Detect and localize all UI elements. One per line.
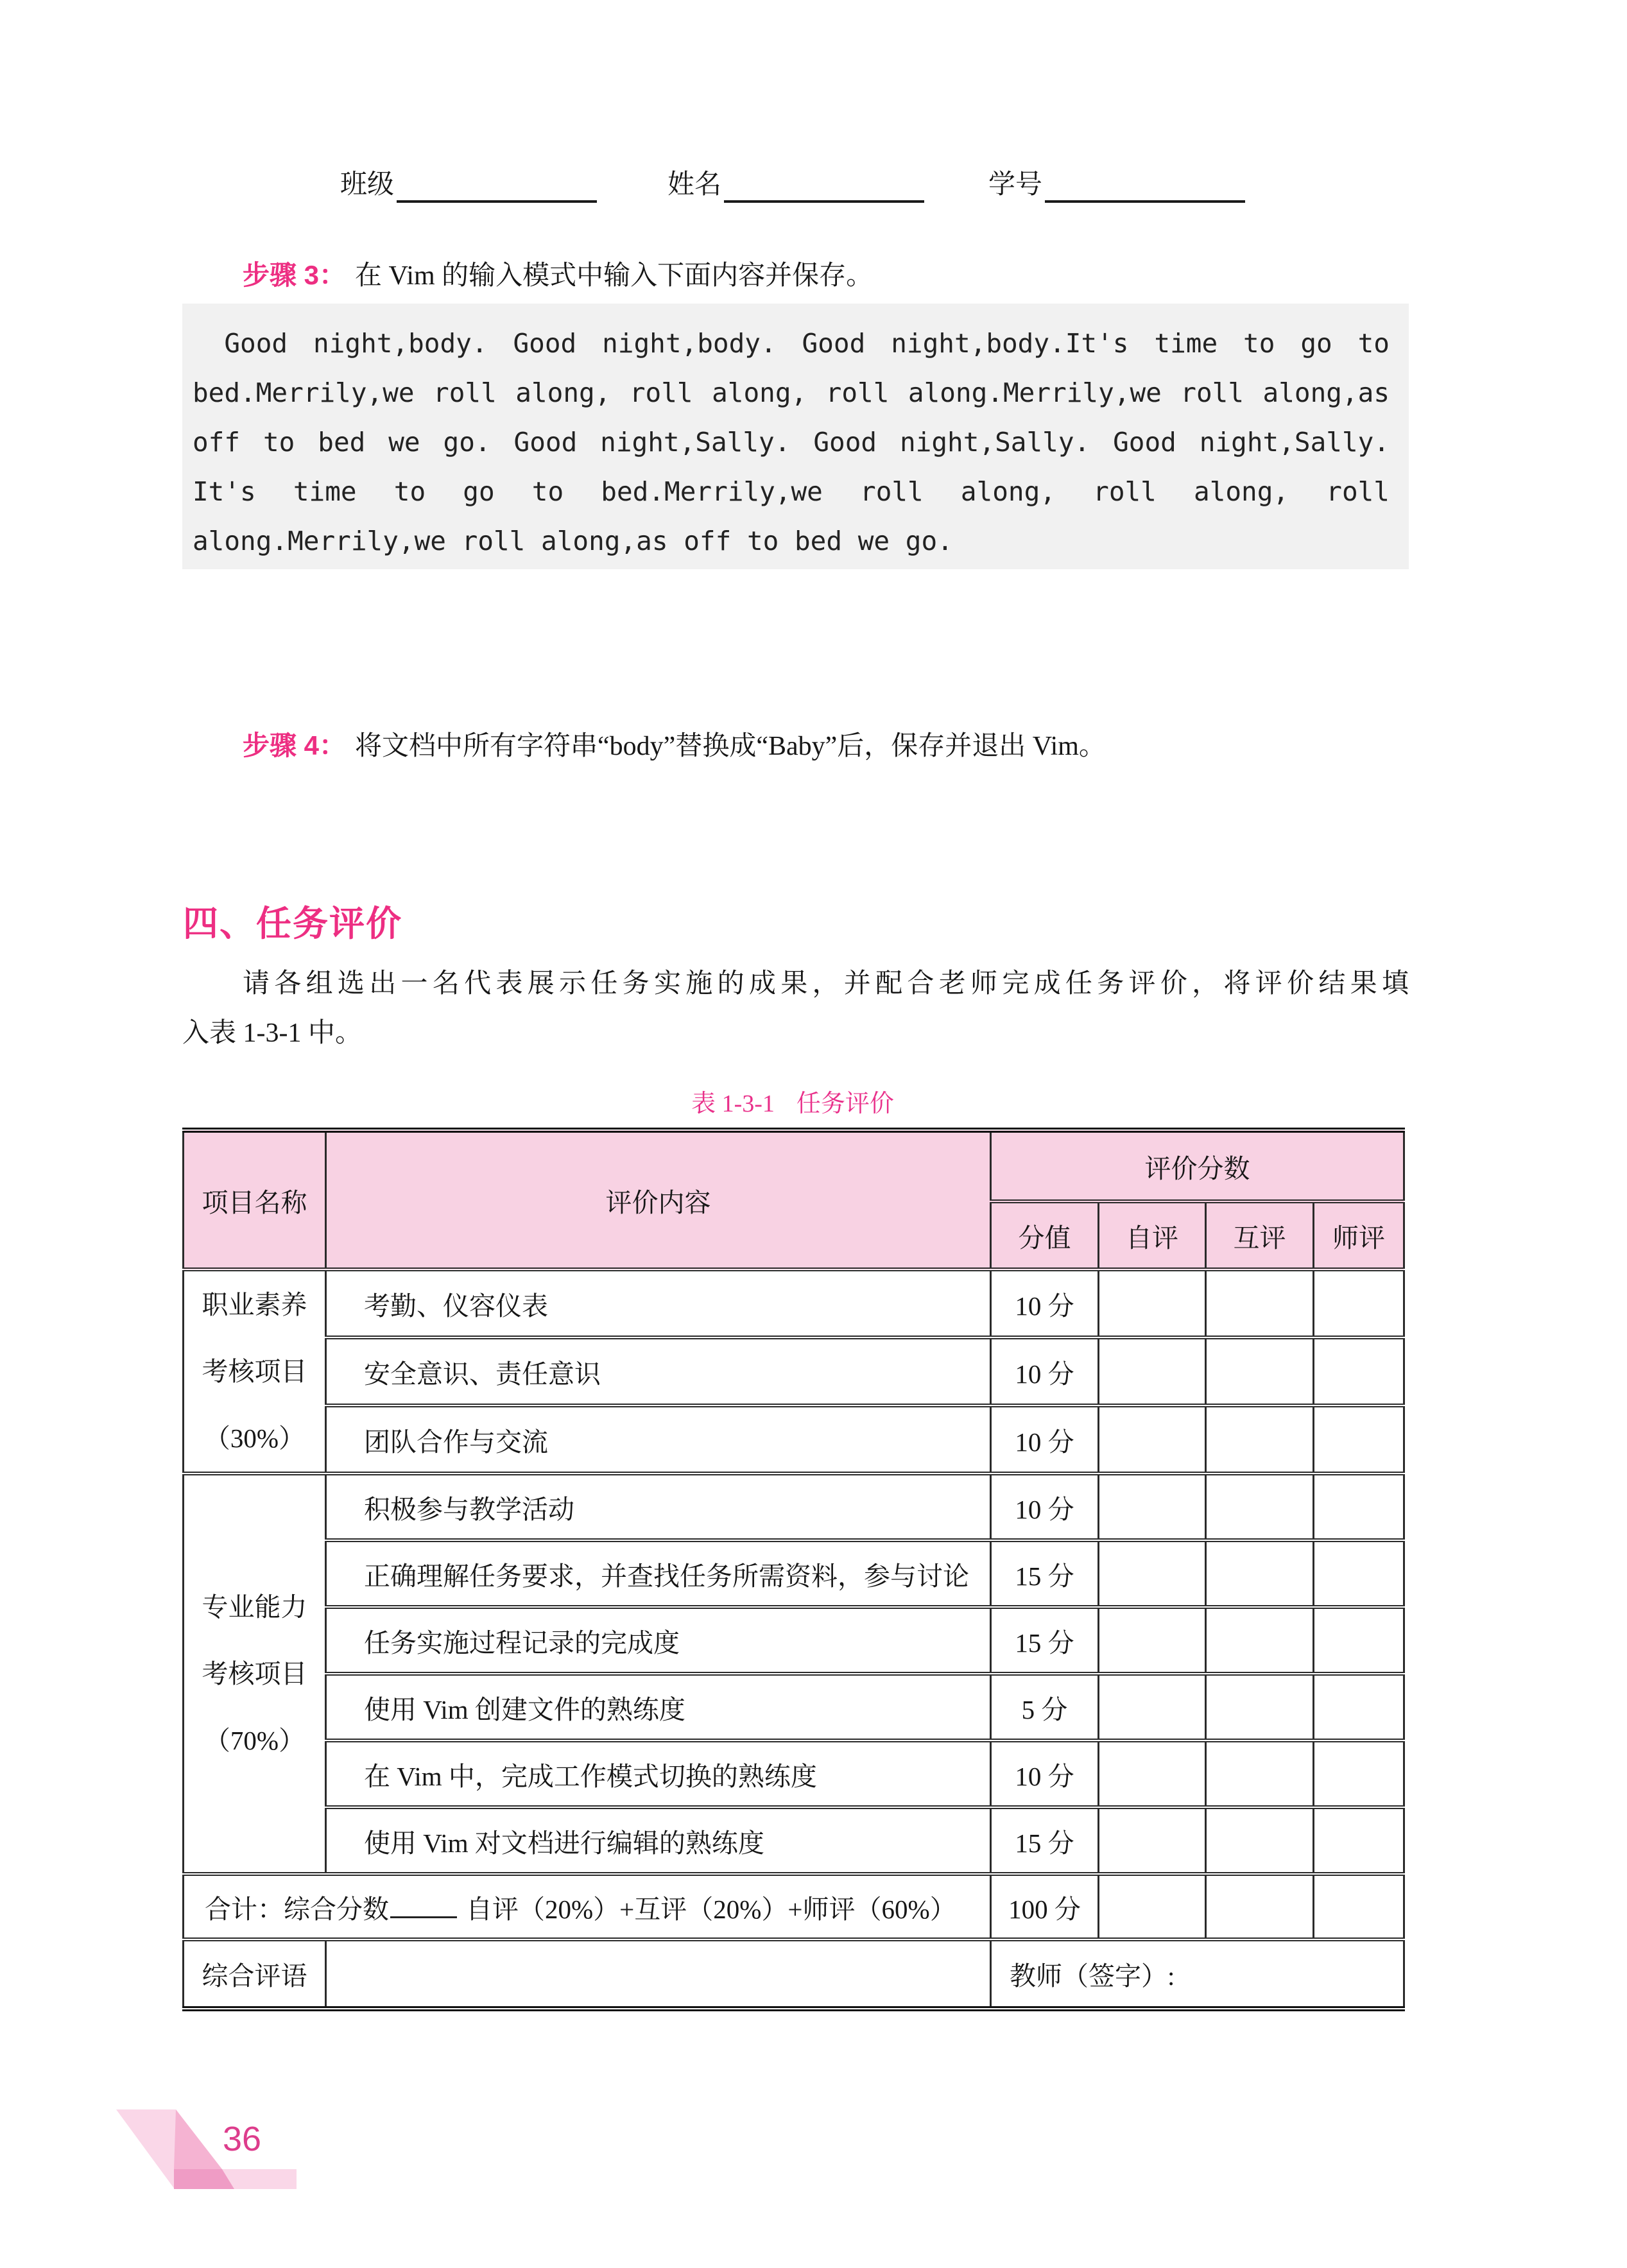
- code-line: Good night,body. Good night,body. Good night,body.It's time to go to: [224, 328, 1390, 359]
- teacher-eval-cell: [1314, 1337, 1404, 1405]
- score-value-cell: 10 分: [991, 1405, 1099, 1473]
- eval-content-cell: 积极参与教学活动: [326, 1473, 991, 1540]
- eval-content-cell: 安全意识、责任意识: [326, 1337, 991, 1405]
- total-row: [184, 1874, 1404, 1939]
- self-eval-cell: [1099, 1607, 1206, 1674]
- eval-content-cell: 使用 Vim 创建文件的熟练度: [326, 1674, 991, 1740]
- score-value-cell: 15 分: [991, 1540, 1099, 1607]
- intro-paragraph-line2: 入表 1-3-1 中。: [182, 1018, 362, 1048]
- table-row: [184, 1540, 1404, 1607]
- teacher-eval-cell: [1314, 1540, 1404, 1607]
- teacher-eval-cell: [1314, 1674, 1404, 1740]
- peer-eval-cell: [1206, 1269, 1314, 1337]
- name-blank-line: [724, 168, 924, 203]
- table-row: [184, 1674, 1404, 1740]
- self-eval-cell: [1099, 1807, 1206, 1874]
- section-heading-task-evaluation: 四、任务评价: [183, 904, 403, 943]
- score-value-cell: 10 分: [991, 1473, 1099, 1540]
- student-id-blank-line: [1045, 168, 1245, 203]
- header-project-name: 项目名称: [184, 1130, 326, 1269]
- student-id-blank: [988, 167, 1245, 203]
- class-label: 班级: [340, 170, 395, 200]
- teacher-eval-cell: [1314, 1807, 1404, 1874]
- group-name-line: 职业素养: [202, 1290, 307, 1319]
- table-row: [184, 1607, 1404, 1674]
- self-eval-cell: [1099, 1473, 1206, 1540]
- self-eval-cell: [1099, 1674, 1206, 1740]
- self-eval-cell: [1099, 1874, 1206, 1939]
- peer-eval-cell: [1206, 1674, 1314, 1740]
- eval-content-cell: 任务实施过程记录的完成度: [326, 1607, 991, 1674]
- score-value-cell: 10 分: [991, 1337, 1099, 1405]
- code-line: along.Merrily,we roll along,as off to bed we go.: [193, 526, 953, 556]
- code-line: It's time to go to bed.Merrily,we roll along, roll along, roll: [193, 476, 1390, 507]
- step-4-line: [243, 727, 1106, 765]
- peer-eval-cell: [1206, 1337, 1314, 1405]
- table-row: [184, 1740, 1404, 1807]
- self-eval-cell: [1099, 1405, 1206, 1473]
- header-eval-score-group: 评价分数: [991, 1130, 1404, 1201]
- header-eval-content: 评价内容: [326, 1130, 991, 1269]
- step-3-line: [243, 257, 873, 295]
- total-score-cell: 100 分: [991, 1874, 1099, 1939]
- evaluation-table: [182, 1128, 1405, 2011]
- teacher-eval-cell: [1314, 1405, 1404, 1473]
- eval-content-cell: 在 Vim 中，完成工作模式切换的熟练度: [326, 1740, 991, 1807]
- eval-content-cell: 团队合作与交流: [326, 1405, 991, 1473]
- student-id-label: 学号: [988, 170, 1043, 200]
- step-3-text: 在 Vim 的输入模式中输入下面内容并保存。: [355, 261, 874, 291]
- table-caption-title: 任务评价: [796, 1090, 894, 1117]
- table-row: [184, 1807, 1404, 1874]
- self-eval-cell: [1099, 1540, 1206, 1607]
- self-eval-cell: [1099, 1337, 1206, 1405]
- score-value-cell: 5 分: [991, 1674, 1099, 1740]
- group-name-professional-quality: [184, 1269, 326, 1473]
- footer-decoration: [116, 2109, 297, 2189]
- table-row: [184, 1405, 1404, 1473]
- teacher-eval-cell: [1314, 1740, 1404, 1807]
- eval-content-cell: 使用 Vim 对文档进行编辑的熟练度: [326, 1807, 991, 1874]
- group-name-line: （70%）: [203, 1726, 306, 1755]
- score-value-cell: 15 分: [991, 1607, 1099, 1674]
- vim-text-code-block: [182, 304, 1409, 569]
- header-score-value: 分值: [991, 1201, 1099, 1269]
- name-blank: [667, 167, 924, 203]
- peer-eval-cell: [1206, 1807, 1314, 1874]
- total-label: 合计：综合分数: [205, 1894, 389, 1924]
- peer-eval-cell: [1206, 1540, 1314, 1607]
- peer-eval-cell: [1206, 1740, 1314, 1807]
- table-row: [184, 1337, 1404, 1405]
- total-score-blank-line: [390, 1890, 457, 1918]
- header-teacher-eval: 师评: [1314, 1201, 1404, 1269]
- code-line: off to bed we go. Good night,Sally. Good night,Sally. Good night,Sally.: [193, 427, 1390, 458]
- self-eval-cell: [1099, 1269, 1206, 1337]
- header-self-eval: 自评: [1099, 1201, 1206, 1269]
- eval-content-cell: 正确理解任务要求，并查找任务所需资料，参与讨论: [326, 1540, 991, 1607]
- peer-eval-cell: [1206, 1607, 1314, 1674]
- group-name-line: 考核项目: [202, 1357, 307, 1386]
- step-4-label: 步骤 4：: [243, 730, 347, 760]
- score-value-cell: 10 分: [991, 1740, 1099, 1807]
- teacher-eval-cell: [1314, 1473, 1404, 1540]
- step-4-text: 将文档中所有字符串“body”替换成“Baby”后，保存并退出 Vim。: [355, 732, 1106, 761]
- teacher-signature-cell: 教师（签字）:: [991, 1939, 1404, 2009]
- table-caption: [182, 1083, 1403, 1119]
- peer-eval-cell: [1206, 1473, 1314, 1540]
- table-row: [184, 1269, 1404, 1337]
- header-peer-eval: 互评: [1206, 1201, 1314, 1269]
- class-blank: [340, 167, 597, 203]
- teacher-eval-cell: [1314, 1874, 1404, 1939]
- code-line: bed.Merrily,we roll along, roll along, roll along.Merrily,we roll along,as: [193, 377, 1390, 408]
- eval-content-cell: 考勤、仪容仪表: [326, 1269, 991, 1337]
- table-row: [184, 1473, 1404, 1540]
- group-name-professional-ability: [184, 1473, 326, 1874]
- name-label: 姓名: [667, 170, 722, 200]
- self-eval-cell: [1099, 1740, 1206, 1807]
- comment-label-cell: 综合评语: [184, 1939, 326, 2009]
- page-number: 36: [223, 2120, 262, 2158]
- group-name-line: 考核项目: [202, 1659, 307, 1688]
- comment-content-cell: [326, 1939, 991, 2009]
- teacher-eval-cell: [1314, 1607, 1404, 1674]
- teacher-eval-cell: [1314, 1269, 1404, 1337]
- peer-eval-cell: [1206, 1874, 1314, 1939]
- intro-paragraph-line1: 请各组选出一名代表展示任务实施的成果，并配合老师完成任务评价，将评价结果填: [243, 969, 1409, 999]
- total-label-cell: [184, 1874, 991, 1939]
- group-name-line: 专业能力: [202, 1592, 307, 1622]
- group-name-line: （30%）: [203, 1423, 306, 1453]
- score-value-cell: 15 分: [991, 1807, 1099, 1874]
- class-blank-line: [397, 168, 597, 203]
- peer-eval-cell: [1206, 1405, 1314, 1473]
- table-caption-number: 表 1-3-1: [691, 1090, 775, 1117]
- comment-row: [184, 1939, 1404, 2009]
- step-3-label: 步骤 3：: [243, 260, 347, 290]
- total-formula: 自评（20%）+互评（20%）+师评（60%）: [466, 1894, 956, 1924]
- score-value-cell: 10 分: [991, 1269, 1099, 1337]
